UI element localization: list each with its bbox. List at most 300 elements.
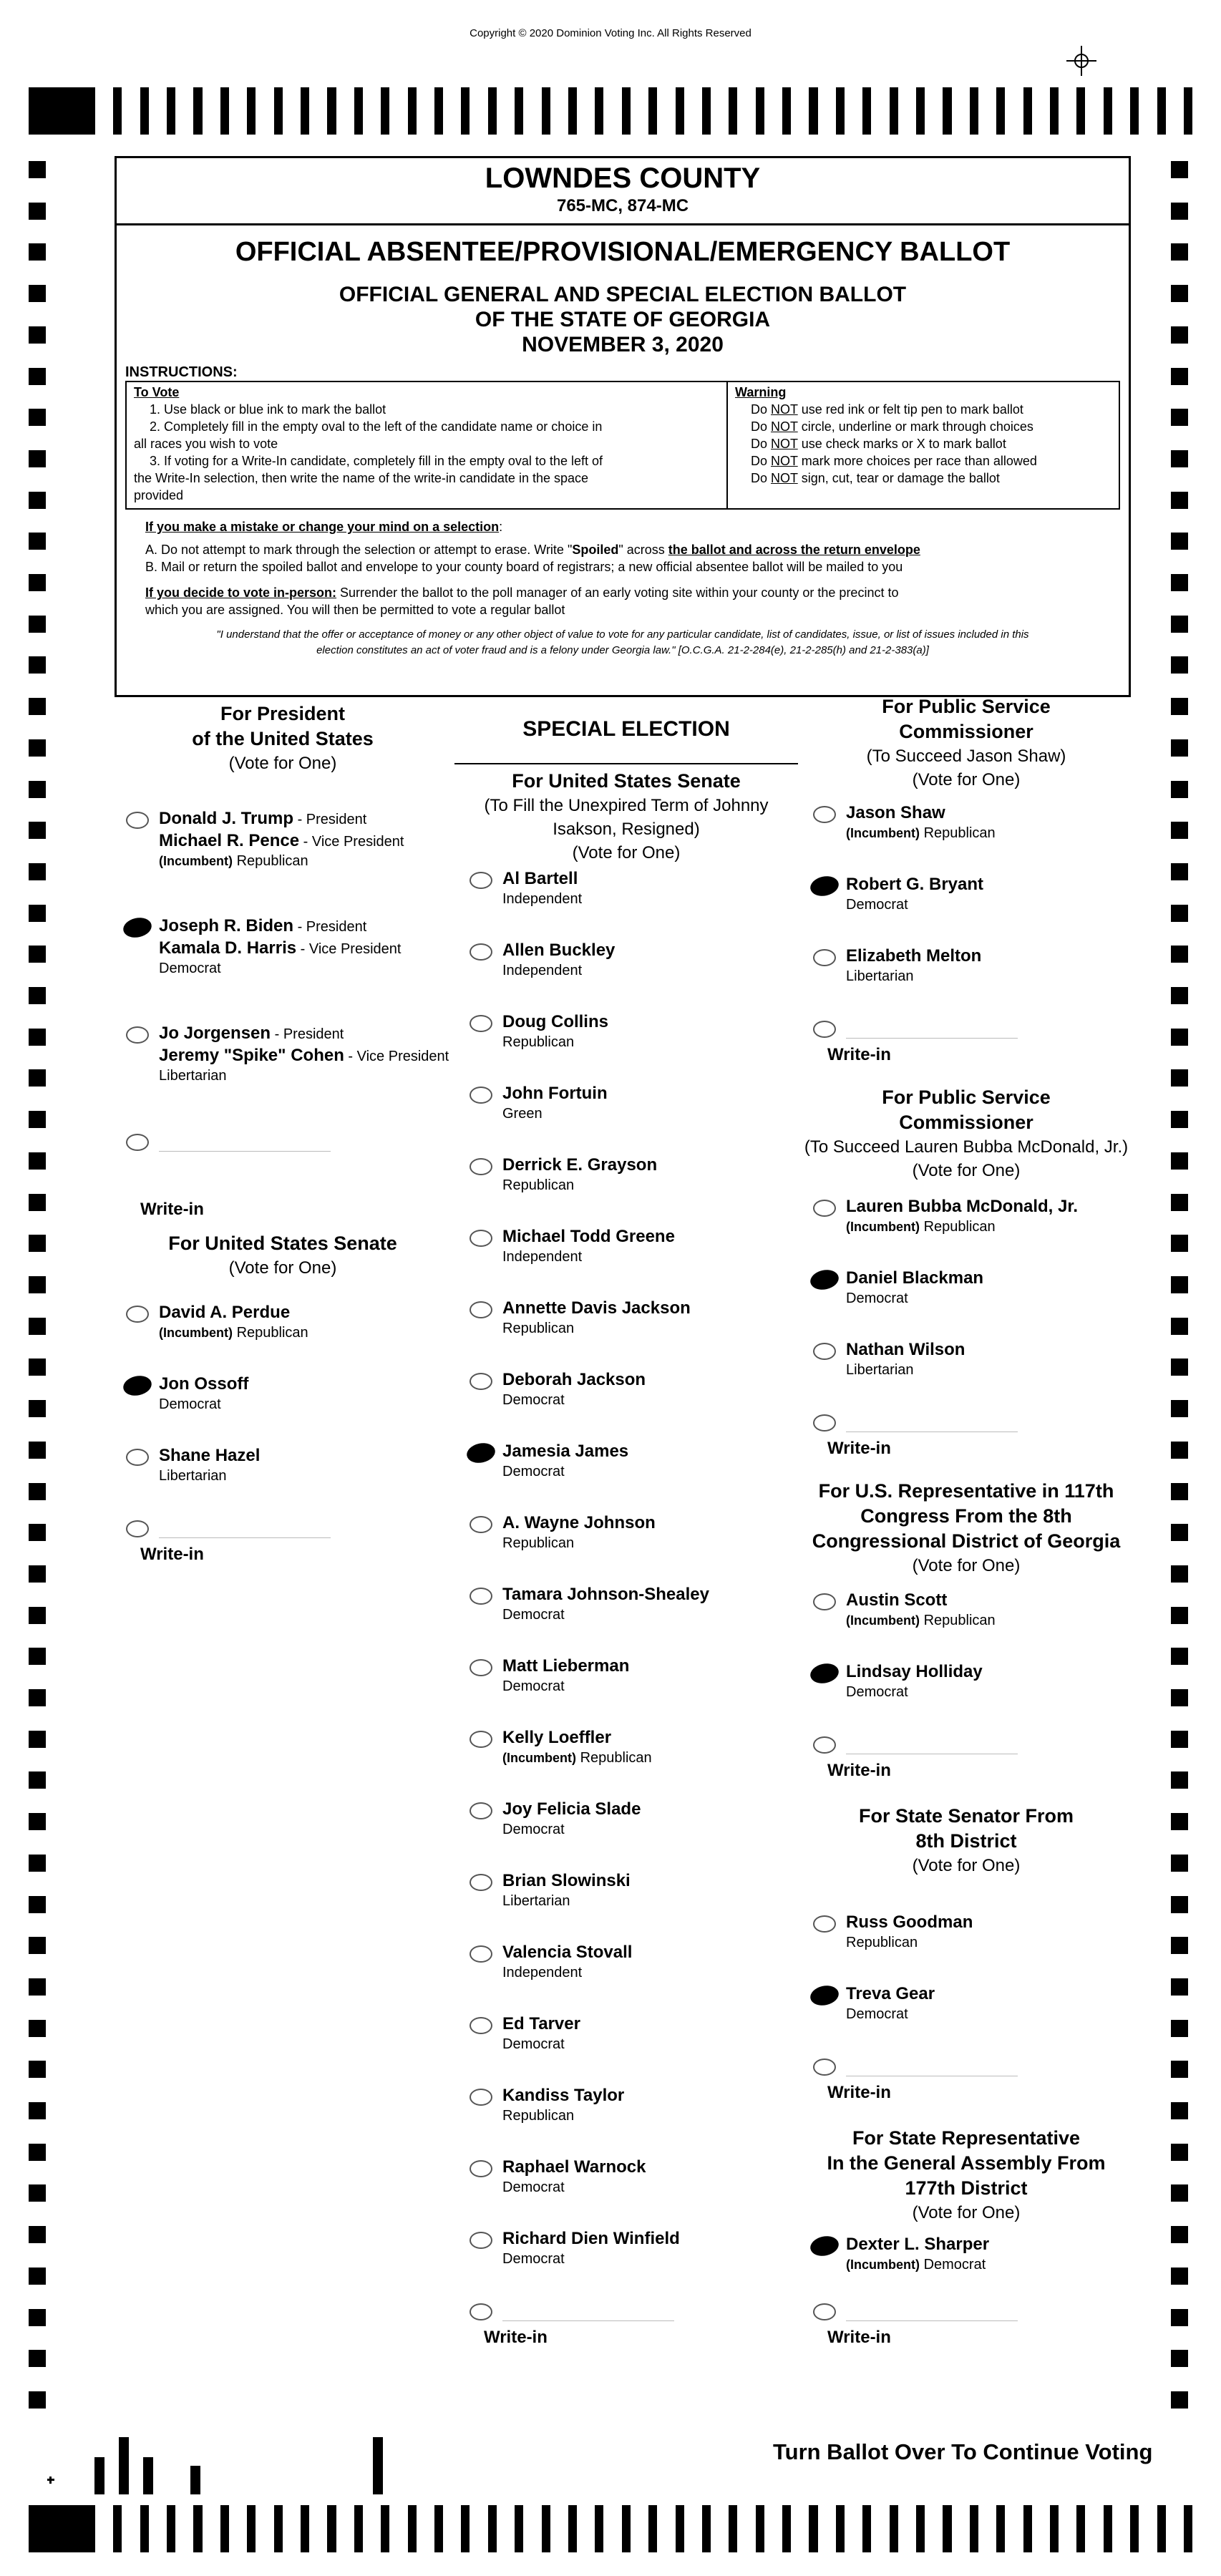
side-timing-mark — [29, 781, 46, 798]
to-vote-step-2-cont: all races you wish to vote — [134, 437, 278, 451]
side-timing-mark — [29, 1896, 46, 1913]
timing-tick — [996, 87, 1005, 135]
special-senate-option[interactable] — [458, 1583, 794, 1648]
vote-oval[interactable] — [813, 949, 836, 966]
special-senate-option[interactable] — [458, 867, 794, 932]
candidate-party: (Incumbent) Republican — [159, 853, 308, 869]
race-title: For U.S. Representative in 117th — [818, 1480, 1114, 1502]
timing-tick — [1157, 87, 1166, 135]
option-ossoff[interactable] — [115, 1373, 451, 1437]
race-title-cont: 8th District — [915, 1830, 1017, 1852]
vote-oval[interactable] — [813, 1021, 836, 1038]
side-timing-mark — [1171, 2350, 1188, 2367]
side-timing-mark — [1171, 987, 1188, 1004]
special-senate-option[interactable] — [458, 2084, 794, 2149]
vote-oval-marked[interactable] — [122, 915, 154, 941]
vote-oval[interactable] — [126, 1026, 149, 1044]
writein-label: Write-in — [827, 2083, 891, 2102]
timing-tick — [274, 87, 283, 135]
timing-tick — [595, 2505, 603, 2552]
race-title: For State Senator From — [858, 1805, 1074, 1827]
side-timing-mark — [29, 1771, 46, 1789]
timing-tick — [408, 2505, 417, 2552]
vote-oval[interactable] — [470, 1802, 492, 1819]
timing-tick — [354, 2505, 363, 2552]
side-timing-mark — [1171, 946, 1188, 963]
vote-oval[interactable] — [126, 1449, 149, 1466]
side-timing-mark — [29, 409, 46, 426]
side-timing-mark — [1171, 2020, 1188, 2037]
writein-congress[interactable] — [802, 1732, 1131, 1782]
side-timing-mark — [1171, 1937, 1188, 1954]
timing-tick — [381, 2505, 389, 2552]
timing-tick — [943, 2505, 951, 2552]
option-trump-pence[interactable] — [115, 807, 451, 872]
candidate-name: Matt Lieberman — [502, 1656, 630, 1676]
candidate-name: Dexter L. Sharper — [846, 2235, 990, 2254]
candidate-name: A. Wayne Johnson — [502, 1513, 656, 1532]
timing-tick — [1130, 2505, 1139, 2552]
side-timing-mark — [1171, 368, 1188, 385]
to-vote-step-3: 3. If voting for a Write-In candidate, completely fill in the empty oval to the left of — [150, 454, 603, 468]
candidate-name: Tamara Johnson-Shealey — [502, 1585, 709, 1604]
side-timing-mark — [1171, 450, 1188, 467]
side-timing-mark — [1171, 863, 1188, 880]
running-mate-name: Jeremy "Spike" Cohen - Vice President — [159, 1046, 449, 1065]
vote-for-instruction: (Vote for One) — [572, 843, 681, 862]
timing-tick — [247, 2505, 256, 2552]
vote-oval[interactable] — [813, 1593, 836, 1610]
option-scott[interactable] — [802, 1589, 1131, 1653]
ballot-header — [115, 156, 1131, 697]
timing-tick — [220, 2505, 229, 2552]
warning-5: Do NOT sign, cut, tear or damage the ballot — [751, 471, 1000, 485]
candidate-party: Democrat — [846, 897, 908, 913]
timing-tick — [193, 87, 202, 135]
timing-tick — [140, 2505, 149, 2552]
candidate-party: Republican — [502, 1535, 575, 1551]
candidate-name: Elizabeth Melton — [846, 946, 982, 966]
vote-oval[interactable] — [126, 812, 149, 829]
vote-oval[interactable] — [813, 1736, 836, 1754]
ballot-type-title: OFFICIAL ABSENTEE/PROVISIONAL/EMERGENCY BALLOT — [235, 237, 1011, 267]
county-name: LOWNDES COUNTY — [485, 162, 761, 194]
timing-tick — [916, 87, 925, 135]
timing-tick — [461, 2505, 470, 2552]
special-senate-option[interactable] — [458, 2013, 794, 2077]
candidate-name: Al Bartell — [502, 869, 578, 888]
side-timing-mark — [1171, 1152, 1188, 1170]
timing-tick — [542, 87, 550, 135]
vote-oval[interactable] — [470, 1015, 492, 1032]
vote-oval[interactable] — [813, 1915, 836, 1933]
candidate-party: (Incumbent) Republican — [846, 825, 996, 841]
warning-4: Do NOT mark more choices per race than allowed — [751, 454, 1037, 468]
side-timing-mark — [29, 2268, 46, 2285]
to-vote-step-2: 2. Completely fill in the empty oval to the left of the candidate name or choice in — [150, 419, 603, 434]
race-title-cont-2: Congressional District of Georgia — [812, 1530, 1121, 1552]
option-sharper[interactable] — [802, 2233, 1131, 2298]
race-title-cont: Congress From the 8th — [860, 1505, 1072, 1527]
ballot-column-2 — [458, 701, 794, 2347]
turn-over-notice: Turn Ballot Over To Continue Voting — [773, 2439, 1153, 2464]
vote-oval[interactable] — [470, 1874, 492, 1891]
side-timing-mark — [29, 1442, 46, 1459]
vote-oval[interactable] — [470, 2160, 492, 2177]
timing-tick — [916, 2505, 925, 2552]
side-timing-mark — [1171, 243, 1188, 261]
timing-tick — [996, 2505, 1005, 2552]
side-timing-mark — [1171, 1689, 1188, 1706]
vote-oval[interactable] — [126, 1134, 149, 1151]
candidate-name: Russ Goodman — [846, 1912, 973, 1932]
special-senate-option[interactable] — [458, 1225, 794, 1290]
candidate-party: Libertarian — [846, 968, 914, 984]
timing-tick — [970, 87, 978, 135]
timing-tick — [1076, 2505, 1085, 2552]
side-timing-mark — [1171, 905, 1188, 922]
side-timing-mark — [1171, 1483, 1188, 1500]
writein-label: Write-in — [140, 1545, 204, 1564]
option-jorgensen-cohen[interactable] — [115, 1022, 451, 1087]
candidate-name: Austin Scott — [846, 1590, 948, 1610]
vote-oval[interactable] — [470, 1945, 492, 1963]
candidate-party: Democrat — [502, 1464, 565, 1479]
vote-oval[interactable] — [470, 2017, 492, 2034]
timing-tick — [1023, 87, 1032, 135]
writein-label: Write-in — [140, 1200, 204, 1219]
race-subtitle: (To Fill the Unexpired Term of Johnny — [484, 796, 769, 815]
side-timing-mark — [29, 1194, 46, 1211]
timing-tick — [220, 87, 229, 135]
candidate-name: Jon Ossoff — [159, 1374, 249, 1394]
special-senate-option[interactable] — [458, 1369, 794, 1433]
side-timing-mark — [1171, 656, 1188, 674]
vote-oval[interactable] — [470, 1230, 492, 1247]
bottom-timing-marks — [29, 2505, 1192, 2552]
candidate-party: Green — [502, 1106, 543, 1122]
side-timing-mark — [1171, 1978, 1188, 1996]
vote-oval[interactable] — [470, 1373, 492, 1390]
candidate-party: Democrat — [502, 2251, 565, 2267]
timing-tick — [1104, 2505, 1112, 2552]
race-title-cont: of the United States — [192, 728, 374, 749]
barcode-mark — [190, 2466, 200, 2494]
vote-oval[interactable] — [470, 1087, 492, 1104]
side-timing-mark — [29, 1855, 46, 1872]
timing-tick — [488, 87, 497, 135]
side-timing-mark — [1171, 1318, 1188, 1335]
race-congress-header — [802, 1479, 1131, 1578]
special-senate-option[interactable] — [458, 1154, 794, 1218]
vote-oval[interactable] — [813, 1414, 836, 1432]
vote-for-instruction: (Vote for One) — [912, 1161, 1021, 1180]
writein-psc-shaw[interactable] — [802, 1016, 1131, 1066]
vote-oval[interactable] — [126, 1520, 149, 1537]
timing-tick — [890, 2505, 898, 2552]
writein-state-rep[interactable] — [802, 2299, 1131, 2349]
timing-tick — [782, 2505, 791, 2552]
special-senate-option[interactable] — [458, 939, 794, 1003]
barcode-mark — [373, 2437, 383, 2494]
instructions-title: INSTRUCTIONS: — [125, 364, 238, 380]
side-timing-mark — [29, 533, 46, 550]
vote-oval-marked[interactable] — [465, 1441, 497, 1466]
side-timing-mark — [29, 987, 46, 1004]
side-timing-mark — [1171, 2391, 1188, 2409]
vote-oval[interactable] — [813, 1200, 836, 1217]
side-timing-mark — [29, 946, 46, 963]
side-timing-mark — [29, 1689, 46, 1706]
timing-tick — [167, 87, 175, 135]
writein-psc-mcdonald[interactable] — [802, 1410, 1131, 1460]
vote-oval[interactable] — [470, 2303, 492, 2320]
race-state-rep-header — [802, 2126, 1131, 2225]
vote-for-instruction: (Vote for One) — [912, 1556, 1021, 1575]
vote-oval[interactable] — [470, 943, 492, 961]
side-timing-mark — [29, 2184, 46, 2202]
special-senate-option[interactable] — [458, 1726, 794, 1791]
side-timing-mark — [29, 1400, 46, 1417]
side-timing-mark — [29, 905, 46, 922]
side-timing-mark — [29, 2102, 46, 2119]
timing-tick — [756, 2505, 764, 2552]
timing-tick — [756, 87, 764, 135]
race-title-cont: In the General Assembly From — [827, 2152, 1106, 2174]
special-senate-option[interactable] — [458, 1798, 794, 1862]
side-timing-mark — [29, 203, 46, 220]
timing-tick — [113, 2505, 122, 2552]
special-senate-option[interactable] — [458, 1011, 794, 1075]
vote-oval-marked[interactable] — [809, 874, 841, 899]
side-timing-mark — [1171, 492, 1188, 509]
side-timing-mark — [29, 368, 46, 385]
side-timing-mark — [29, 1483, 46, 1500]
vote-for-instruction: (Vote for One) — [912, 770, 1021, 789]
side-timing-mark — [29, 863, 46, 880]
timing-tick — [622, 2505, 631, 2552]
vote-oval[interactable] — [470, 1659, 492, 1676]
side-timing-mark — [1171, 1400, 1188, 1417]
special-senate-option[interactable] — [458, 2227, 794, 2292]
timing-tick — [1050, 87, 1059, 135]
side-timing-mark — [1171, 1194, 1188, 1211]
writein-special-senate[interactable] — [458, 2299, 794, 2349]
candidate-name: Robert G. Bryant — [846, 875, 984, 894]
top-timing-marks — [29, 87, 1192, 135]
timing-tick — [140, 87, 149, 135]
candidate-name: Joy Felicia Slade — [502, 1799, 641, 1819]
candidate-name: Annette Davis Jackson — [502, 1298, 691, 1318]
vote-oval[interactable] — [470, 2089, 492, 2106]
race-subtitle: (To Succeed Jason Shaw) — [866, 747, 1066, 766]
vote-oval[interactable] — [813, 2059, 836, 2076]
timing-tick — [167, 2505, 175, 2552]
writein-us-senate[interactable] — [115, 1516, 451, 1566]
candidate-party: Independent — [502, 963, 583, 978]
running-mate-name: Kamala D. Harris - Vice President — [159, 938, 402, 958]
side-timing-mark — [29, 574, 46, 591]
side-timing-mark — [29, 739, 46, 757]
side-timing-mark — [29, 1359, 46, 1376]
race-title-cont: Commissioner — [899, 721, 1033, 742]
special-election-divider — [454, 763, 798, 764]
side-timing-mark — [29, 1235, 46, 1252]
race-title: For State Representative — [852, 2127, 1081, 2149]
candidate-name: Daniel Blackman — [846, 1268, 984, 1288]
side-timing-mark — [29, 2391, 46, 2409]
candidate-party: Democrat — [846, 1291, 908, 1306]
writein-state-senate[interactable] — [802, 2054, 1131, 2104]
side-timing-mark — [1171, 2226, 1188, 2243]
special-senate-option[interactable] — [458, 1870, 794, 1934]
timing-tick — [327, 2505, 336, 2552]
candidate-name: Michael Todd Greene — [502, 1227, 675, 1246]
vote-oval[interactable] — [126, 1306, 149, 1323]
side-timing-mark — [1171, 1235, 1188, 1252]
timing-tick — [595, 87, 603, 135]
timing-tick — [1157, 2505, 1166, 2552]
vote-oval[interactable] — [813, 2303, 836, 2320]
timing-tick — [1104, 87, 1112, 135]
ballot-subtitle: OFFICIAL GENERAL AND SPECIAL ELECTION BALLOT — [339, 283, 907, 306]
candidate-party: Libertarian — [502, 1893, 570, 1909]
candidate-name: Derrick E. Grayson — [502, 1155, 658, 1175]
timing-tick — [862, 87, 871, 135]
vote-oval[interactable] — [470, 1158, 492, 1175]
candidate-party: Democrat — [159, 1396, 221, 1412]
special-senate-option[interactable] — [458, 1082, 794, 1147]
timing-tick — [648, 87, 657, 135]
writein-label: Write-in — [827, 1761, 891, 1780]
timing-tick — [729, 87, 737, 135]
timing-tick — [648, 2505, 657, 2552]
left-timing-marks — [29, 161, 46, 2409]
vote-oval-marked[interactable] — [809, 1661, 841, 1686]
writein-president[interactable] — [115, 1129, 451, 1219]
voter-fraud-notice: "I understand that the offer or acceptance of money or any other object of value to vote for any particular candidate, list of candidates, issue, or list of issues included in this election constitutes an act of voter fraud and is a felony under Georgia law." [O.C.G.A. 21-2-284(e), 21-2-285(h) and 21-2-383(a)] — [216, 628, 1029, 656]
timing-tick — [434, 2505, 443, 2552]
vote-oval[interactable] — [470, 2232, 492, 2249]
side-timing-mark — [29, 1029, 46, 1046]
writein-line[interactable] — [502, 2320, 674, 2321]
side-timing-mark — [29, 1111, 46, 1128]
vote-oval[interactable] — [470, 1588, 492, 1605]
timing-tick — [515, 87, 523, 135]
special-senate-option[interactable] — [458, 1297, 794, 1361]
candidate-party: Democrat — [159, 961, 221, 976]
vote-oval[interactable] — [470, 1301, 492, 1318]
option-melton[interactable] — [802, 945, 1131, 1009]
option-gear[interactable] — [802, 1983, 1131, 2047]
candidate-party: Democrat — [502, 1392, 565, 1408]
side-timing-mark — [1171, 1069, 1188, 1087]
vote-oval[interactable] — [470, 872, 492, 889]
candidate-name: Ed Tarver — [502, 2014, 580, 2033]
candidate-name: Jo Jorgensen - President — [159, 1024, 344, 1043]
option-shaw[interactable] — [802, 802, 1131, 866]
option-blackman[interactable] — [802, 1267, 1131, 1331]
side-timing-mark — [29, 2061, 46, 2078]
side-timing-mark — [1171, 161, 1188, 178]
side-timing-mark — [1171, 1896, 1188, 1913]
barcode-mark — [49, 2477, 52, 2484]
candidate-name: Doug Collins — [502, 1012, 608, 1031]
barcode-mark — [119, 2437, 129, 2494]
vote-oval-marked[interactable] — [809, 1983, 841, 2008]
side-timing-mark — [29, 1607, 46, 1624]
vote-oval[interactable] — [470, 1516, 492, 1533]
writein-line[interactable] — [159, 1151, 331, 1152]
candidate-party: (Incumbent) Republican — [846, 1219, 996, 1235]
barcode-mark — [94, 2457, 104, 2494]
side-timing-mark — [29, 1524, 46, 1541]
vote-oval[interactable] — [470, 1731, 492, 1748]
side-timing-mark — [1171, 1111, 1188, 1128]
writein-line[interactable] — [159, 1537, 331, 1538]
vote-oval-marked[interactable] — [122, 1374, 154, 1399]
candidate-name: Jason Shaw — [846, 803, 945, 822]
timing-tick — [943, 87, 951, 135]
timing-tick — [1050, 2505, 1059, 2552]
option-goodman[interactable] — [802, 1911, 1131, 1975]
side-timing-mark — [1171, 1565, 1188, 1583]
side-timing-mark — [29, 822, 46, 839]
special-senate-option[interactable] — [458, 2156, 794, 2220]
writein-line[interactable] — [846, 1038, 1018, 1039]
writein-line[interactable] — [846, 2320, 1018, 2321]
timing-tick — [274, 2505, 283, 2552]
candidate-party: Independent — [502, 1249, 583, 1265]
vote-oval-marked[interactable] — [809, 1268, 841, 1293]
side-timing-mark — [1171, 1276, 1188, 1293]
race-psc-mcdonald-header — [802, 1085, 1131, 1182]
vote-oval-marked[interactable] — [809, 2234, 841, 2259]
option-bryant[interactable] — [802, 873, 1131, 938]
race-title: For Public Service — [882, 1087, 1051, 1108]
option-wilson[interactable] — [802, 1338, 1131, 1403]
vote-oval[interactable] — [813, 806, 836, 823]
barcode-mark — [143, 2457, 153, 2494]
side-timing-mark — [1171, 285, 1188, 302]
side-timing-mark — [29, 161, 46, 178]
special-election-heading: SPECIAL ELECTION — [522, 717, 730, 741]
to-vote-step-1: 1. Use black or blue ink to mark the ballot — [150, 402, 386, 417]
candidate-name: Kelly Loeffler — [502, 1728, 612, 1747]
option-biden-harris[interactable] — [115, 915, 451, 979]
special-senate-option[interactable] — [458, 1941, 794, 2006]
right-timing-marks — [1171, 161, 1188, 2409]
candidate-party: Independent — [502, 891, 583, 907]
side-timing-mark — [29, 285, 46, 302]
vote-oval[interactable] — [813, 1343, 836, 1360]
timing-tick — [676, 2505, 684, 2552]
special-senate-option[interactable] — [458, 1655, 794, 1719]
candidate-party: (Incumbent) Republican — [159, 1325, 308, 1341]
special-senate-option[interactable] — [458, 1440, 794, 1505]
side-timing-mark — [29, 616, 46, 633]
candidate-party: Independent — [502, 1965, 583, 1980]
option-holliday[interactable] — [802, 1661, 1131, 1725]
option-hazel[interactable] — [115, 1444, 451, 1509]
option-mcdonald[interactable] — [802, 1195, 1131, 1260]
side-timing-mark — [29, 1069, 46, 1087]
candidate-name: Shane Hazel — [159, 1446, 261, 1465]
special-senate-option[interactable] — [458, 1512, 794, 1576]
option-perdue[interactable] — [115, 1301, 451, 1366]
election-date: NOVEMBER 3, 2020 — [522, 333, 724, 356]
side-timing-mark — [29, 450, 46, 467]
